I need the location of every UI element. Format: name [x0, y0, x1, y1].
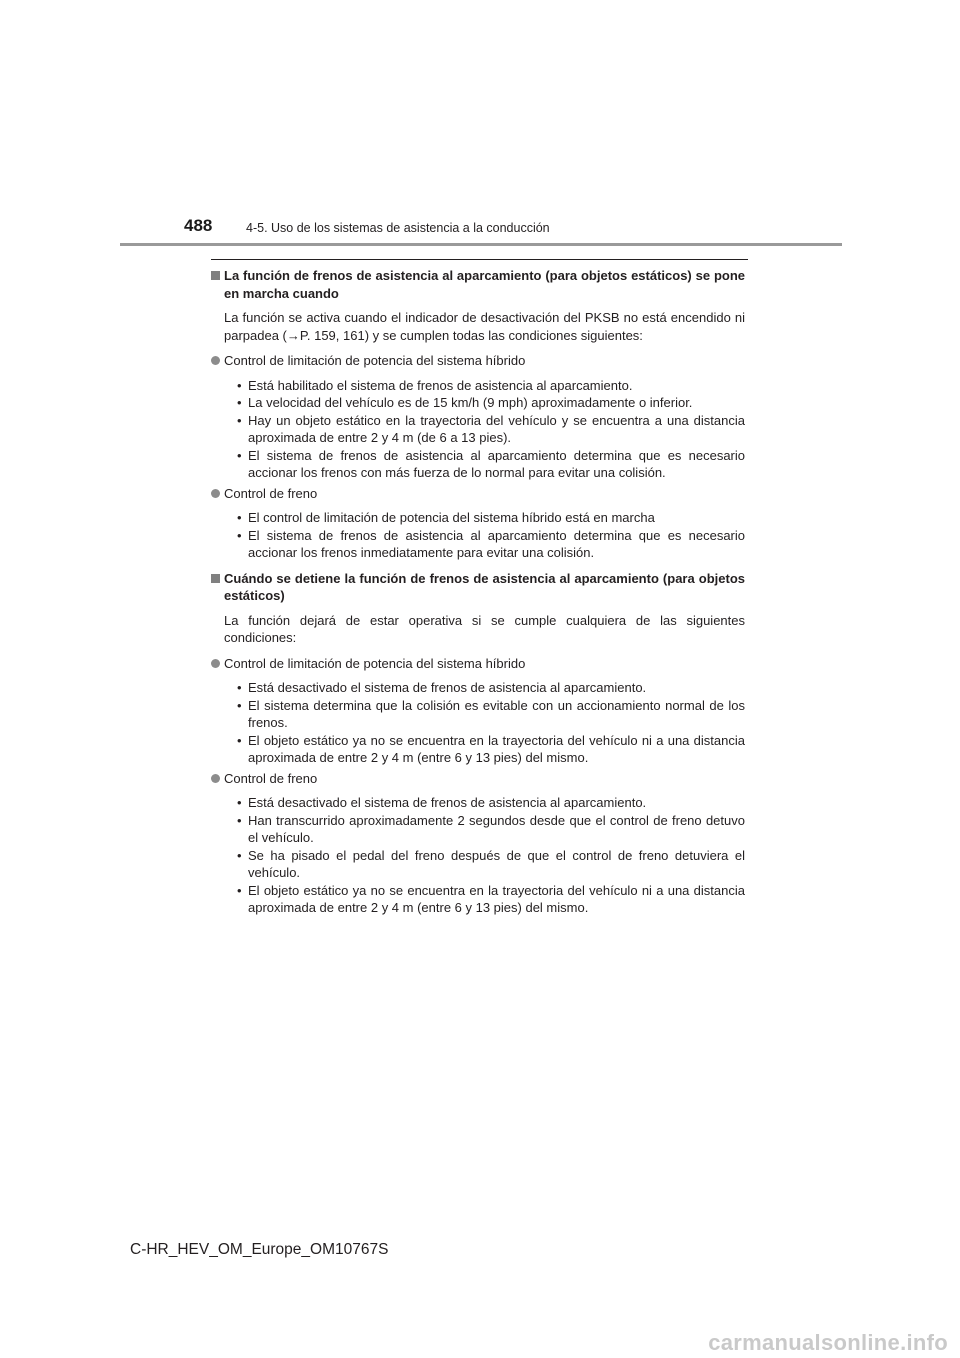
list-item-text: La velocidad del vehículo es de 15 km/h (9 mph) aproximadamente o inferior.	[248, 395, 693, 410]
list-item: • El objeto estático ya no se encuentra en la trayectoria del vehículo ni a una distancia aproximada de entre 2 y 4 m (entre 6 y 13 pies) del mismo.	[237, 882, 745, 915]
list-item: • Está desactivado el sistema de frenos de asistencia al aparcamiento.	[237, 680, 647, 695]
list-item-text: Está desactivado el sistema de frenos de asistencia al aparcamiento.	[248, 680, 647, 695]
group-title	[211, 655, 745, 673]
list-item-text: El objeto estático ya no se encuentra en la trayectoria del vehículo ni a una distancia aproximada de entre 2 y 4 m (entre 6 y 13 pies) del mismo.	[248, 882, 745, 915]
group-title	[211, 352, 745, 370]
bullet-list	[211, 794, 745, 917]
list-item-text: El sistema determina que la colisión es evitable con un accionamiento normal de los frenos.	[248, 697, 745, 730]
bullet-list	[211, 509, 745, 562]
group-title-text: Control de freno	[224, 485, 318, 501]
list-item-text: Está desactivado el sistema de frenos de asistencia al aparcamiento.	[248, 795, 647, 810]
list-item: • Han transcurrido aproximadamente 2 segundos desde que el control de freno detuvo el vehículo.	[237, 812, 745, 845]
list-item-text: El control de limitación de potencia del sistema híbrido está en marcha	[248, 510, 655, 525]
group-title-text: Control de limitación de potencia del sistema híbrido	[224, 655, 526, 671]
list-item: • Hay un objeto estático en la trayectoria del vehículo y se encuentra a una distancia aproximada de entre 2 y 4 m (de 6 a 13 pies).	[237, 412, 745, 445]
page-number: 488	[184, 216, 213, 235]
section-heading	[211, 570, 745, 605]
list-item-text: Han transcurrido aproximadamente 2 segundos desde que el control de freno detuvo el vehículo.	[248, 812, 745, 845]
section-intro: La función dejará de estar operativa si se cumple cualquiera de las siguientes condiciones:	[224, 612, 745, 645]
circle-bullet-icon	[211, 356, 220, 365]
bullet-list	[211, 679, 745, 767]
bullet-list	[211, 377, 745, 482]
list-item: • Está habilitado el sistema de frenos de asistencia al aparcamiento.	[237, 377, 633, 393]
section-heading-text: Cuándo se detiene la función de frenos de asistencia al aparcamiento (para objetos estáticos)	[224, 570, 745, 603]
list-item-text: El objeto estático ya no se encuentra en la trayectoria del vehículo ni a una distancia aproximada de entre 2 y 4 m (entre 6 y 13 pies) del mismo.	[248, 732, 745, 765]
circle-bullet-icon	[211, 659, 220, 668]
group-title-text: Control de limitación de potencia del sistema híbrido	[224, 353, 526, 368]
section-title: 4-5. Uso de los sistemas de asistencia a la conducción	[246, 221, 550, 235]
list-item: • El control de limitación de potencia del sistema híbrido está en marcha	[237, 510, 655, 525]
header-divider	[120, 243, 842, 246]
list-item-text: Se ha pisado el pedal del freno después de que el control de freno detuviera el vehículo.	[248, 847, 745, 880]
list-item: • La velocidad del vehículo es de 15 km/h (9 mph) aproximadamente o inferior.	[237, 395, 693, 410]
main-content	[211, 267, 745, 920]
list-item-text: Hay un objeto estático en la trayectoria del vehículo y se encuentra a una distancia aproximada de entre 2 y 4 m (de 6 a 13 pies).	[248, 412, 745, 445]
list-item: • El sistema determina que la colisión es evitable con un accionamiento normal de los frenos.	[237, 697, 745, 730]
group-title-text: Control de freno	[224, 770, 318, 786]
square-bullet-icon	[211, 271, 220, 280]
list-item-text: Está habilitado el sistema de frenos de asistencia al aparcamiento.	[248, 377, 633, 393]
list-item: • El sistema de frenos de asistencia al aparcamiento determina que es necesario accionar los frenos inmediatamente para evitar una colisión.	[237, 527, 745, 560]
section-intro: La función se activa cuando el indicador de desactivación del PKSB no está encendido ni parpadea (→P. 159, 161) y se cumplen todas las condiciones siguientes:	[224, 310, 745, 343]
document-code: C-HR_HEV_OM_Europe_OM10767S	[130, 1241, 389, 1258]
section-heading-text: La función de frenos de asistencia al aparcamiento (para objetos estáticos) se pone en marcha cuando	[224, 268, 745, 301]
content-divider	[211, 259, 748, 260]
list-item: • Se ha pisado el pedal del freno después de que el control de freno detuviera el vehículo.	[237, 847, 745, 880]
list-item: • El sistema de frenos de asistencia al aparcamiento determina que es necesario accionar los frenos con más fuerza de lo normal para evitar una colisión.	[237, 447, 745, 480]
list-item-text: El sistema de frenos de asistencia al aparcamiento determina que es necesario accionar los frenos inmediatamente para evitar una colisión.	[248, 527, 745, 560]
circle-bullet-icon	[211, 774, 220, 783]
list-item: • Está desactivado el sistema de frenos de asistencia al aparcamiento.	[237, 795, 647, 810]
section-heading	[211, 267, 745, 302]
watermark: carmanualsonline.info	[708, 1330, 948, 1355]
circle-bullet-icon	[211, 489, 220, 498]
square-bullet-icon	[211, 574, 220, 583]
list-item: • El objeto estático ya no se encuentra en la trayectoria del vehículo ni a una distancia aproximada de entre 2 y 4 m (entre 6 y 13 pies) del mismo.	[237, 732, 745, 765]
list-item-text: El sistema de frenos de asistencia al aparcamiento determina que es necesario accionar los frenos con más fuerza de lo normal para evitar una colisión.	[248, 447, 745, 480]
group-title	[211, 770, 745, 788]
group-title	[211, 485, 745, 503]
